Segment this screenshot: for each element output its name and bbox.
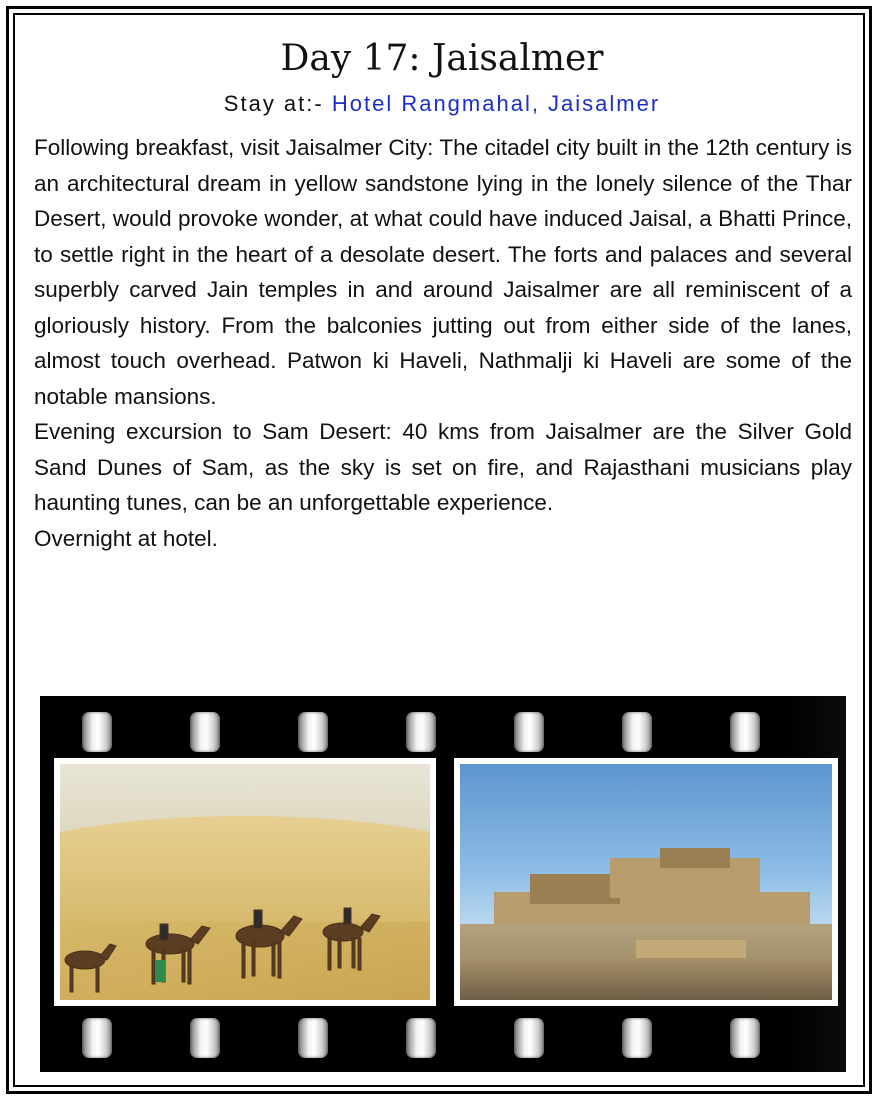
- itinerary-text: [34, 130, 852, 556]
- sprocket-hole: [82, 1018, 112, 1058]
- paragraph-sam-desert: Evening excursion to Sam Desert: 40 kms from Jaisalmer are the Silver Gold Sand Dunes of Sam, as the sky is set on fire, and Rajasthani musicians play haunting tunes, can be an unforgettable experience.: [34, 419, 852, 515]
- sprocket-hole: [190, 712, 220, 752]
- jaisalmer-fort-photo: [454, 758, 838, 1006]
- sprocket-hole: [298, 712, 328, 752]
- sprocket-hole: [730, 1018, 760, 1058]
- camel-caravan-icon: [60, 764, 430, 1000]
- camel-safari-photo: [54, 758, 436, 1006]
- sprocket-hole: [514, 712, 544, 752]
- paragraph-city-visit: Following breakfast, visit Jaisalmer City: The citadel city built in the 12th century is an architectural dream in yellow sandstone lying in the lonely silence of the Thar Desert, would provoke wonder, at what could have induced Jaisal, a Bhatti Prince, to settle right in the heart of a desolate desert. The forts and palaces and several superbly carved Jain temples in and around Jaisalmer are all reminiscent of a gloriously history. From the balconies jutting out from either side of the lanes, almost touch overhead. Patwon ki Haveli, Nathmalji ki Haveli are some of the notable mansions.: [34, 135, 852, 409]
- film-strip: [40, 696, 846, 1072]
- paragraph-overnight: Overnight at hotel.: [34, 525, 218, 551]
- sprocket-hole: [406, 1018, 436, 1058]
- sprocket-hole: [730, 712, 760, 752]
- sprocket-hole: [190, 1018, 220, 1058]
- sprocket-hole: [514, 1018, 544, 1058]
- stay-line: [0, 90, 884, 118]
- page-title: Day 17: Jaisalmer: [280, 38, 604, 79]
- stay-label: Stay at:-: [223, 91, 332, 116]
- sprocket-hole: [406, 712, 436, 752]
- sprocket-hole: [82, 712, 112, 752]
- hotel-name: Hotel Rangmahal, Jaisalmer: [331, 91, 661, 116]
- sprocket-hole: [298, 1018, 328, 1058]
- sprocket-hole: [622, 712, 652, 752]
- sprocket-hole: [622, 1018, 652, 1058]
